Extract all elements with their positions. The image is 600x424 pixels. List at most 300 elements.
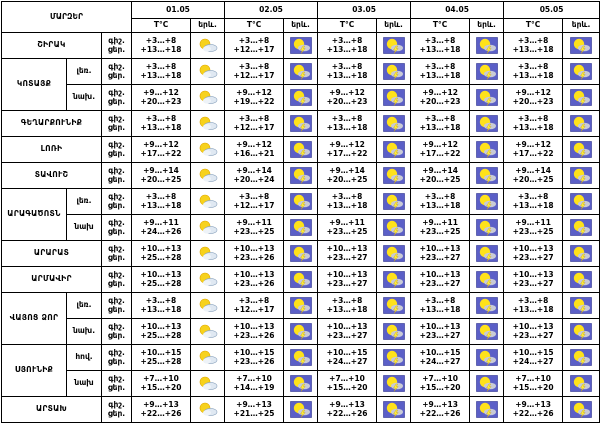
night-temp: +9…+12 [329, 88, 365, 97]
temperature-cell [225, 215, 284, 241]
weather-cell [191, 33, 225, 59]
thunderstorm-icon [383, 219, 405, 236]
temperature-cell [504, 319, 563, 345]
weather-cell [470, 85, 504, 111]
partly-cloudy-icon [197, 245, 219, 262]
weather-cell [191, 397, 225, 423]
night-temp: +7…+10 [329, 374, 365, 383]
date-header: 01.05 [132, 2, 225, 19]
thunderstorm-icon [570, 115, 592, 132]
time-labels [102, 163, 132, 189]
day-temp: +13…+18 [140, 304, 182, 314]
temperature-cell [411, 85, 470, 111]
partly-cloudy-icon [197, 375, 219, 392]
weather-cell [284, 345, 318, 371]
time-labels [102, 85, 132, 111]
day-temp: +23…+27 [326, 278, 368, 288]
partly-cloudy-icon [197, 271, 219, 288]
temperature-cell [318, 371, 377, 397]
day-temp: +23…+27 [326, 252, 368, 262]
table-row [2, 293, 600, 319]
day-temp: +15…+20 [326, 382, 368, 392]
night-temp: +10…+13 [326, 270, 368, 279]
day-temp: +22…+26 [326, 408, 368, 418]
weather-cell [191, 241, 225, 267]
night-temp: +9…+12 [143, 88, 179, 97]
partly-cloudy-icon [197, 323, 219, 340]
temp-col-header: T°C [318, 19, 377, 33]
thunderstorm-icon [290, 63, 312, 80]
temperature-cell [318, 163, 377, 189]
date-header: 03.05 [318, 2, 411, 19]
thunderstorm-icon [290, 89, 312, 106]
region-name: ԳԵՂԱՐՔՈՒՆԻՔ [2, 111, 102, 137]
weather-cell [470, 111, 504, 137]
day-temp: +20…+23 [326, 96, 368, 106]
day-temp: +20…+24 [233, 174, 275, 184]
region-name: ՏԱՎՈՒՇ [2, 163, 102, 189]
thunderstorm-icon [290, 167, 312, 184]
time-labels [102, 397, 132, 423]
temperature-cell [225, 397, 284, 423]
weather-cell [377, 189, 411, 215]
temperature-cell [504, 33, 563, 59]
thunderstorm-icon [476, 115, 498, 132]
thunderstorm-icon [383, 63, 405, 80]
temperature-cell [225, 33, 284, 59]
weather-cell [470, 59, 504, 85]
night-label: գիշ. [108, 374, 125, 383]
thunderstorm-icon [290, 141, 312, 158]
table-row [2, 137, 600, 163]
weather-cell [191, 163, 225, 189]
weather-cell [470, 345, 504, 371]
temperature-cell [504, 215, 563, 241]
night-temp: +3…+8 [145, 114, 177, 123]
weather-cell [470, 163, 504, 189]
weather-col-header: երև. [284, 19, 318, 33]
night-temp: +10…+13 [326, 244, 368, 253]
weather-cell [377, 267, 411, 293]
temperature-cell [225, 111, 284, 137]
day-temp: +20…+25 [512, 174, 554, 184]
table-row [2, 111, 600, 137]
day-temp: +13…+18 [326, 122, 368, 132]
weather-cell [284, 319, 318, 345]
thunderstorm-icon [290, 115, 312, 132]
temperature-cell [411, 397, 470, 423]
thunderstorm-icon [290, 271, 312, 288]
night-temp: +10…+15 [233, 348, 275, 357]
temperature-cell [225, 267, 284, 293]
weather-cell [563, 371, 600, 397]
weather-cell [284, 241, 318, 267]
night-temp: +10…+13 [419, 322, 461, 331]
night-temp: +10…+13 [419, 270, 461, 279]
weather-col-header: երև. [191, 19, 225, 33]
night-temp: +3…+8 [424, 296, 456, 305]
day-label: ցեր. [107, 96, 126, 106]
day-temp: +13…+18 [419, 200, 461, 210]
thunderstorm-icon [290, 193, 312, 210]
temperature-cell [318, 345, 377, 371]
weather-cell [377, 111, 411, 137]
day-temp: +13…+18 [326, 70, 368, 80]
time-labels [102, 189, 132, 215]
partly-cloudy-icon [197, 193, 219, 210]
night-temp: +3…+8 [145, 36, 177, 45]
temperature-cell [504, 267, 563, 293]
night-temp: +10…+13 [512, 322, 554, 331]
night-temp: +3…+8 [331, 296, 363, 305]
night-label: գիշ. [108, 322, 125, 331]
day-temp: +22…+26 [140, 408, 182, 418]
partly-cloudy-icon [197, 141, 219, 158]
night-temp: +10…+13 [140, 322, 182, 331]
weather-cell [377, 33, 411, 59]
thunderstorm-icon [570, 167, 592, 184]
temperature-cell [225, 293, 284, 319]
weather-cell [377, 293, 411, 319]
temperature-cell [318, 33, 377, 59]
day-temp: +13…+18 [512, 200, 554, 210]
night-temp: +9…+13 [329, 400, 365, 409]
thunderstorm-icon [290, 375, 312, 392]
forecast-body [2, 33, 600, 423]
thunderstorm-icon [570, 63, 592, 80]
night-label: գիշ. [108, 270, 125, 279]
weather-cell [191, 137, 225, 163]
day-temp: +12…+17 [233, 304, 275, 314]
day-temp: +25…+28 [140, 330, 182, 340]
thunderstorm-icon [476, 375, 498, 392]
temperature-cell [504, 241, 563, 267]
weather-cell [563, 189, 600, 215]
day-temp: +13…+18 [326, 44, 368, 54]
thunderstorm-icon [383, 89, 405, 106]
day-temp: +12…+17 [233, 70, 275, 80]
weather-cell [191, 293, 225, 319]
thunderstorm-icon [290, 401, 312, 418]
temperature-cell [225, 85, 284, 111]
day-temp: +24…+27 [326, 356, 368, 366]
weather-col-header: երև. [563, 19, 600, 33]
thunderstorm-icon [383, 37, 405, 54]
weather-cell [191, 345, 225, 371]
temperature-cell [225, 163, 284, 189]
thunderstorm-icon [570, 375, 592, 392]
region-name: ԱՐԱՐԱՏ [2, 241, 102, 267]
time-labels [102, 59, 132, 85]
thunderstorm-icon [570, 219, 592, 236]
night-label: գիշ. [108, 62, 125, 71]
weather-cell [563, 33, 600, 59]
night-temp: +10…+15 [419, 348, 461, 357]
night-temp: +3…+8 [331, 36, 363, 45]
weather-cell [284, 267, 318, 293]
weather-cell [470, 397, 504, 423]
temperature-cell [504, 371, 563, 397]
day-temp: +20…+23 [140, 96, 182, 106]
table-row [2, 371, 600, 397]
temperature-cell [132, 85, 191, 111]
weather-cell [470, 241, 504, 267]
partly-cloudy-icon [197, 167, 219, 184]
weather-cell [377, 137, 411, 163]
partly-cloudy-icon [197, 349, 219, 366]
weather-cell [563, 59, 600, 85]
table-row [2, 163, 600, 189]
night-temp: +9…+11 [329, 218, 365, 227]
temperature-cell [318, 397, 377, 423]
day-temp: +12…+17 [233, 200, 275, 210]
day-temp: +15…+20 [140, 382, 182, 392]
time-labels [102, 345, 132, 371]
temperature-cell [411, 319, 470, 345]
night-temp: +10…+13 [326, 322, 368, 331]
date-header: 05.05 [504, 2, 600, 19]
partly-cloudy-icon [197, 401, 219, 418]
thunderstorm-icon [383, 401, 405, 418]
night-temp: +9…+11 [515, 218, 551, 227]
night-label: գիշ. [108, 88, 125, 97]
day-temp: +23…+25 [419, 226, 461, 236]
weather-cell [377, 163, 411, 189]
partly-cloudy-icon [197, 37, 219, 54]
night-label: գիշ. [108, 114, 125, 123]
temperature-cell [225, 241, 284, 267]
night-temp: +7…+10 [422, 374, 458, 383]
thunderstorm-icon [383, 193, 405, 210]
weather-cell [377, 319, 411, 345]
thunderstorm-icon [290, 245, 312, 262]
thunderstorm-icon [383, 323, 405, 340]
day-temp: +13…+18 [326, 304, 368, 314]
night-temp: +3…+8 [238, 62, 270, 71]
day-label: ցեր. [107, 382, 126, 392]
time-labels [102, 33, 132, 59]
night-temp: +10…+13 [233, 244, 275, 253]
time-labels [102, 137, 132, 163]
weather-cell [377, 241, 411, 267]
thunderstorm-icon [476, 323, 498, 340]
time-labels [102, 371, 132, 397]
weather-cell [470, 215, 504, 241]
thunderstorm-icon [383, 375, 405, 392]
day-temp: +23…+27 [419, 252, 461, 262]
day-temp: +13…+18 [326, 200, 368, 210]
night-temp: +3…+8 [517, 62, 549, 71]
weather-cell [563, 163, 600, 189]
temperature-cell [504, 163, 563, 189]
weather-cell [191, 59, 225, 85]
night-temp: +10…+13 [233, 322, 275, 331]
day-label: ցեր. [107, 252, 126, 262]
night-temp: +3…+8 [424, 114, 456, 123]
day-label: ցեր. [107, 70, 126, 80]
region-name: ԼՈՌԻ [2, 137, 102, 163]
regions-header: ՄԱՐԶԵՐ [2, 2, 132, 33]
weather-cell [191, 111, 225, 137]
time-labels [102, 241, 132, 267]
thunderstorm-icon [570, 245, 592, 262]
weather-cell [563, 85, 600, 111]
sub-region-label: նախ. [67, 319, 102, 345]
night-temp: +9…+14 [422, 166, 458, 175]
night-temp: +3…+8 [424, 36, 456, 45]
night-temp: +3…+8 [517, 192, 549, 201]
day-label: ցեր. [107, 174, 126, 184]
thunderstorm-icon [290, 323, 312, 340]
day-temp: +13…+18 [140, 122, 182, 132]
day-label: ցեր. [107, 278, 126, 288]
thunderstorm-icon [570, 323, 592, 340]
thunderstorm-icon [570, 37, 592, 54]
table-row [2, 33, 600, 59]
day-temp: +22…+26 [512, 408, 554, 418]
sub-region-label: նախ. [67, 85, 102, 111]
thunderstorm-icon [476, 167, 498, 184]
night-label: գիշ. [108, 296, 125, 305]
night-temp: +9…+11 [236, 218, 272, 227]
night-label: գիշ. [108, 218, 125, 227]
region-name: ԱՐՏԱԽ [2, 397, 102, 423]
day-temp: +17…+22 [326, 148, 368, 158]
weather-cell [284, 215, 318, 241]
night-temp: +9…+12 [236, 140, 272, 149]
table-row [2, 319, 600, 345]
table-row [2, 345, 600, 371]
weather-cell [377, 215, 411, 241]
thunderstorm-icon [476, 37, 498, 54]
weather-cell [563, 293, 600, 319]
weather-cell [563, 137, 600, 163]
temperature-cell [411, 137, 470, 163]
temperature-cell [318, 215, 377, 241]
temperature-cell [411, 345, 470, 371]
day-temp: +12…+17 [233, 122, 275, 132]
night-temp: +9…+11 [143, 218, 179, 227]
night-temp: +10…+15 [140, 348, 182, 357]
sub-region-label: լեռ. [67, 59, 102, 85]
temp-col-header: T°C [411, 19, 470, 33]
night-temp: +9…+12 [236, 88, 272, 97]
thunderstorm-icon [570, 141, 592, 158]
region-name: ՎԱՅՈՑ ՁՈՐ [2, 293, 67, 345]
night-temp: +9…+12 [515, 88, 551, 97]
day-label: ցեր. [107, 200, 126, 210]
night-temp: +10…+13 [512, 270, 554, 279]
temperature-cell [132, 215, 191, 241]
temperature-cell [132, 137, 191, 163]
day-temp: +24…+27 [419, 356, 461, 366]
day-temp: +13…+18 [419, 304, 461, 314]
temperature-cell [504, 345, 563, 371]
night-temp: +3…+8 [517, 114, 549, 123]
day-label: ցեր. [107, 122, 126, 132]
day-temp: +23…+27 [512, 330, 554, 340]
night-temp: +9…+12 [329, 140, 365, 149]
weather-cell [284, 85, 318, 111]
temperature-cell [504, 293, 563, 319]
night-temp: +3…+8 [238, 114, 270, 123]
temperature-cell [411, 267, 470, 293]
thunderstorm-icon [476, 219, 498, 236]
weather-cell [470, 267, 504, 293]
day-temp: +23…+26 [233, 356, 275, 366]
weather-cell [563, 267, 600, 293]
day-temp: +12…+17 [233, 44, 275, 54]
temperature-cell [411, 293, 470, 319]
table-row [2, 85, 600, 111]
day-temp: +24…+27 [512, 356, 554, 366]
night-label: գիշ. [108, 348, 125, 357]
day-temp: +13…+18 [419, 44, 461, 54]
region-name: ՇԻՐԱԿ [2, 33, 102, 59]
day-temp: +15…+20 [512, 382, 554, 392]
sub-region-label: լեռ. [67, 293, 102, 319]
day-temp: +13…+18 [140, 70, 182, 80]
weather-cell [377, 59, 411, 85]
weather-cell [284, 59, 318, 85]
day-temp: +23…+27 [512, 278, 554, 288]
day-label: ցեր. [107, 44, 126, 54]
partly-cloudy-icon [197, 63, 219, 80]
temperature-cell [132, 397, 191, 423]
table-row [2, 59, 600, 85]
time-labels [102, 111, 132, 137]
day-temp: +23…+26 [233, 330, 275, 340]
night-temp: +9…+12 [515, 140, 551, 149]
time-labels [102, 215, 132, 241]
sub-region-label: նախ [67, 371, 102, 397]
night-temp: +10…+15 [326, 348, 368, 357]
weather-cell [284, 293, 318, 319]
thunderstorm-icon [383, 141, 405, 158]
thunderstorm-icon [476, 297, 498, 314]
day-temp: +17…+22 [419, 148, 461, 158]
weather-cell [377, 397, 411, 423]
night-label: գիշ. [108, 36, 125, 45]
thunderstorm-icon [570, 401, 592, 418]
day-temp: +23…+25 [326, 226, 368, 236]
region-name: ԱՐՄԱՎԻՐ [2, 267, 102, 293]
temperature-cell [225, 189, 284, 215]
day-temp: +25…+28 [140, 356, 182, 366]
night-temp: +10…+13 [140, 244, 182, 253]
weather-cell [470, 293, 504, 319]
temperature-cell [132, 267, 191, 293]
temperature-cell [318, 111, 377, 137]
night-label: գիշ. [108, 244, 125, 253]
night-temp: +3…+8 [145, 296, 177, 305]
day-temp: +23…+27 [512, 252, 554, 262]
night-label: գիշ. [108, 166, 125, 175]
thunderstorm-icon [476, 89, 498, 106]
night-temp: +3…+8 [145, 192, 177, 201]
temperature-cell [225, 137, 284, 163]
night-temp: +3…+8 [424, 192, 456, 201]
thunderstorm-icon [570, 349, 592, 366]
day-temp: +13…+18 [419, 70, 461, 80]
weather-cell [284, 189, 318, 215]
day-temp: +13…+18 [419, 122, 461, 132]
temperature-cell [504, 189, 563, 215]
table-row [2, 189, 600, 215]
night-temp: +3…+8 [145, 62, 177, 71]
day-temp: +20…+23 [512, 96, 554, 106]
day-temp: +23…+27 [326, 330, 368, 340]
